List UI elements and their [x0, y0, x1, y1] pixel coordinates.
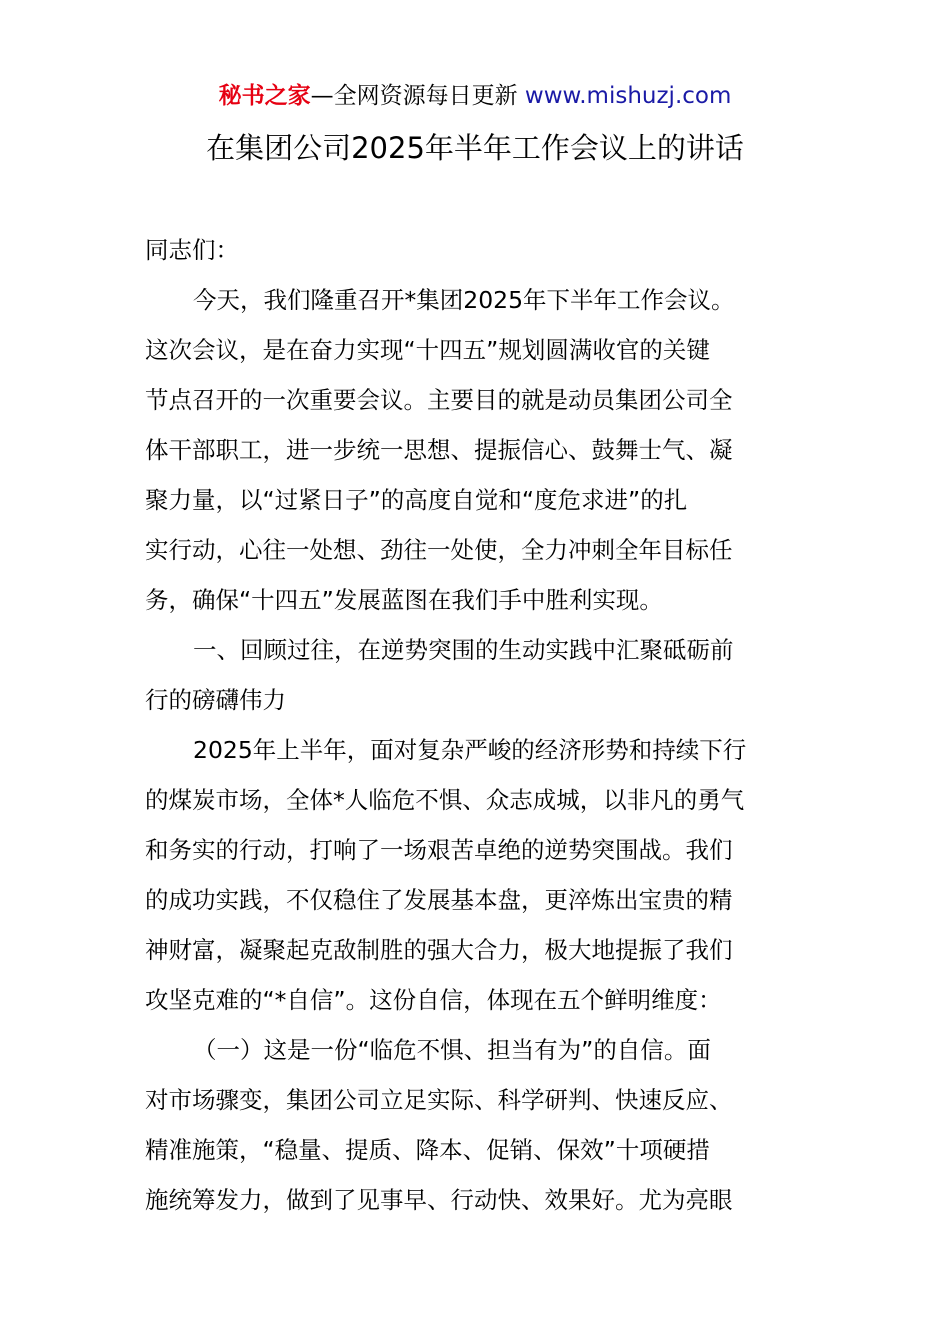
paragraph-line: 节点召开的一次重要会议。主要目的就是动员集团公司全: [145, 386, 733, 414]
document-title: 在集团公司2025年半年工作会议上的讲话: [206, 131, 744, 165]
document-body: [145, 225, 807, 1225]
site-url-link[interactable]: www.mishuzj.com: [524, 83, 732, 109]
paragraph-line: 这次会议，是在奋力实现“十四五”规划圆满收官的关键: [145, 336, 710, 364]
paragraph-line: 务，确保“十四五”发展蓝图在我们手中胜利实现。: [145, 586, 663, 614]
paragraph-line: 实行动，心往一处想、劲往一处使，全力冲刺全年目标任: [145, 536, 733, 564]
section-heading-line: 行的磅礴伟力: [145, 686, 286, 714]
paragraph-line: 体干部职工，进一步统一思想、提振信心、鼓舞士气、凝: [145, 436, 733, 464]
paragraph-line: 和务实的行动，打响了一场艰苦卓绝的逆势突围战。我们: [145, 836, 733, 864]
paragraph-line: 今天，我们隆重召开*集团2025年下半年工作会议。: [193, 286, 735, 314]
site-header: [0, 80, 950, 112]
paragraph-line: 施统筹发力，做到了见事早、行动快、效果好。尤为亮眼: [145, 1186, 733, 1214]
paragraph-line: 的成功实践，不仅稳住了发展基本盘，更淬炼出宝贵的精: [145, 886, 733, 914]
paragraph-line: 精准施策，“稳量、提质、降本、促销、保效”十项硬措: [145, 1136, 710, 1164]
section-heading-line: 一、回顾过往，在逆势突围的生动实践中汇聚砥砺前: [193, 636, 734, 664]
paragraph-line: 神财富，凝聚起克敌制胜的强大合力，极大地提振了我们: [145, 936, 733, 964]
brand-name: 秘书之家: [218, 83, 311, 109]
paragraph-line: 聚力量，以“过紧日子”的高度自觉和“度危求进”的扎: [145, 486, 688, 514]
site-tagline: —全网资源每日更新: [310, 83, 525, 109]
paragraph-line: 攻坚克难的“*自信”。这份自信，体现在五个鲜明维度：: [145, 986, 722, 1014]
paragraph-line: 对市场骤变，集团公司立足实际、科学研判、快速反应、: [145, 1086, 733, 1114]
paragraph-line: 2025年上半年，面对复杂严峻的经济形势和持续下行: [193, 736, 747, 764]
subsection-line: （一）这是一份“临危不惧、担当有为”的自信。面: [193, 1036, 711, 1064]
salutation: 同志们：: [145, 236, 239, 264]
paragraph-line: 的煤炭市场，全体*人临危不惧、众志成城，以非凡的勇气: [145, 786, 745, 814]
